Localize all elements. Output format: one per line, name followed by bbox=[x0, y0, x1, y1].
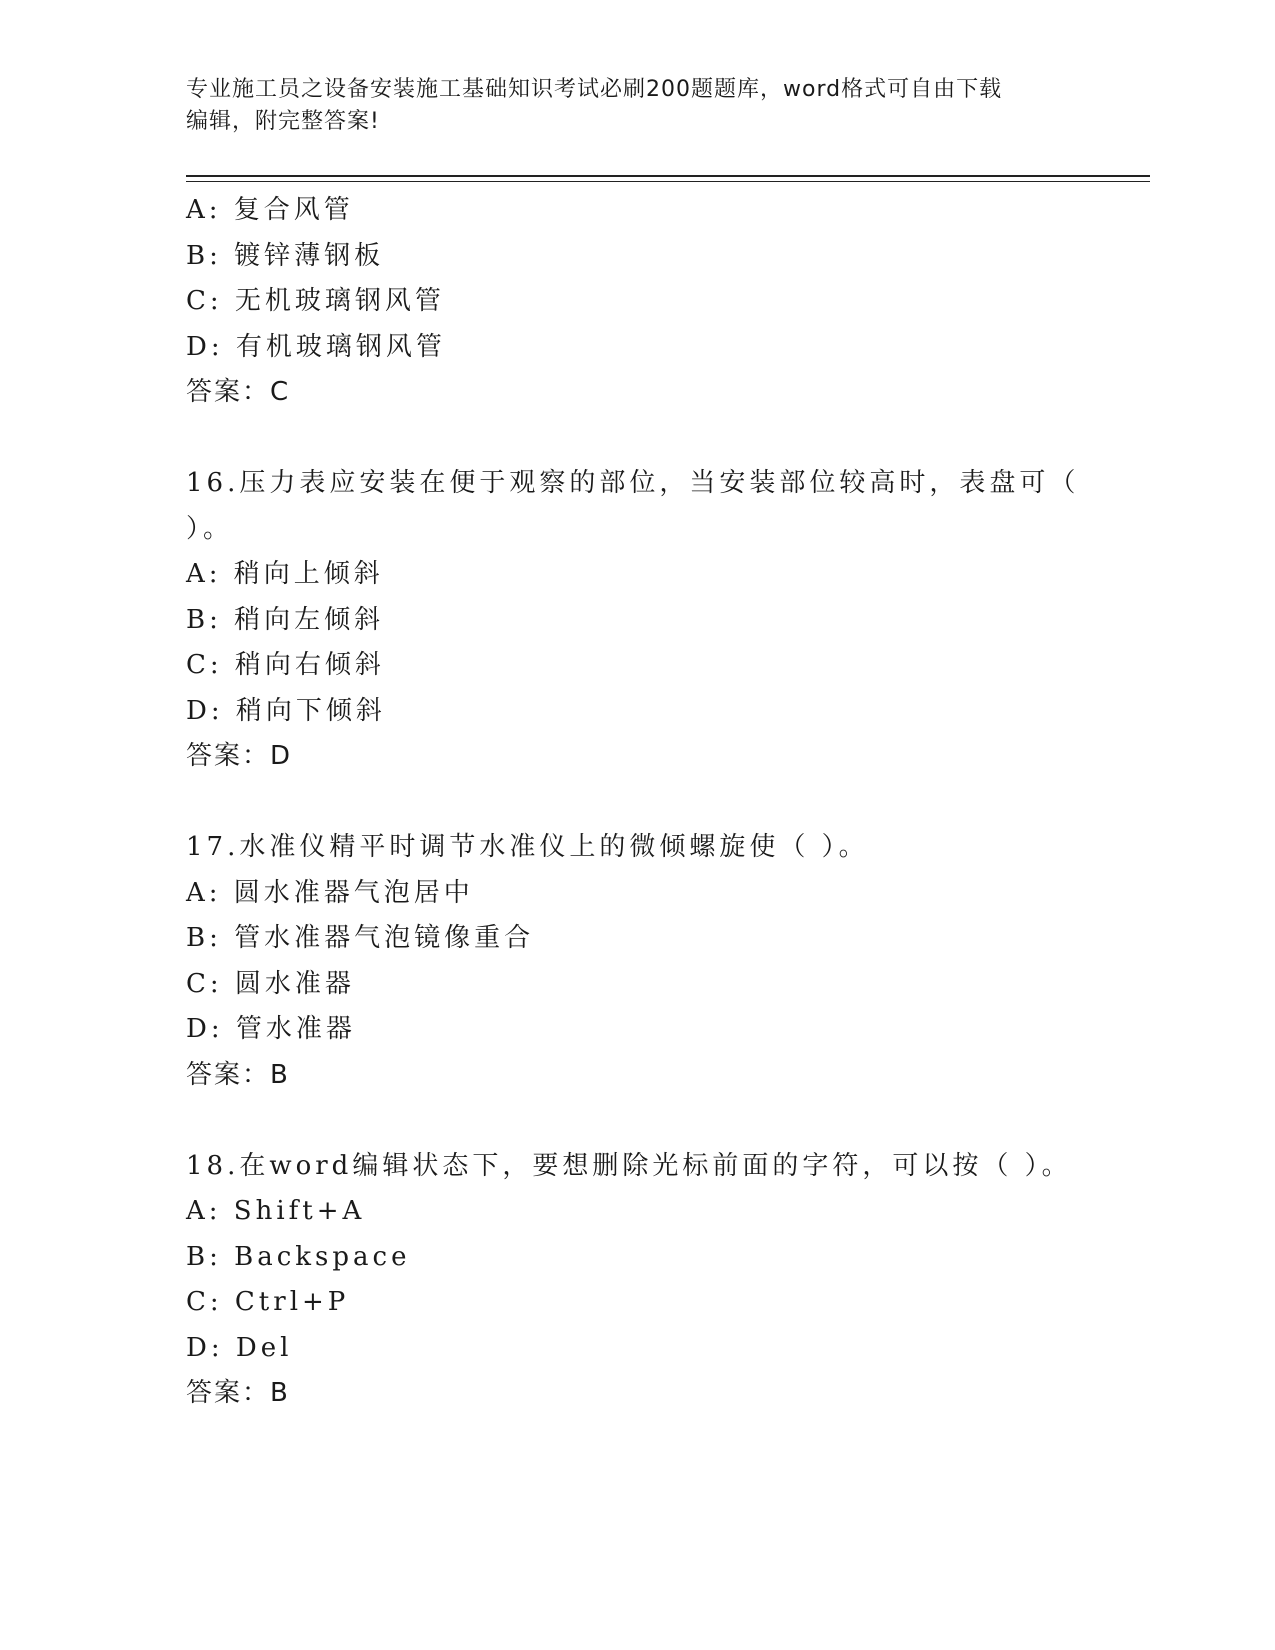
header-divider-thick bbox=[186, 175, 1150, 177]
option-d: D: 稍向下倾斜 bbox=[186, 695, 386, 726]
option-b: B: Backspace bbox=[186, 1241, 411, 1272]
option-d: D: 有机玻璃钢风管 bbox=[186, 331, 446, 362]
answer-line: 答案：B bbox=[186, 1059, 290, 1090]
question-18 bbox=[186, 1144, 1150, 1417]
question-stem-line-1: 17.水准仪精平时调节水准仪上的微倾螺旋使（ ）。 bbox=[186, 832, 869, 862]
option-c: C: 圆水准器 bbox=[186, 968, 355, 999]
option-a: A: Shift+A bbox=[186, 1196, 366, 1226]
option-d: D: 管水准器 bbox=[186, 1014, 356, 1044]
question-spacer bbox=[186, 416, 1150, 462]
question-spacer bbox=[186, 1098, 1150, 1144]
option-b: B: 稍向左倾斜 bbox=[186, 604, 385, 635]
header-divider-thin bbox=[186, 181, 1150, 182]
question-stem-line-1: 16.压力表应安装在便于观察的部位，当安装部位较高时，表盘可（ bbox=[186, 468, 1080, 498]
option-a: A: 稍向上倾斜 bbox=[186, 559, 384, 589]
option-c: C: 稍向右倾斜 bbox=[186, 650, 385, 680]
question-17 bbox=[186, 825, 1150, 1098]
option-c: C: 无机玻璃钢风管 bbox=[186, 286, 445, 316]
answer-line: 答案：D bbox=[186, 741, 293, 771]
document-header bbox=[186, 74, 1066, 138]
question-16 bbox=[186, 461, 1150, 780]
option-d: D: Del bbox=[186, 1332, 293, 1363]
question-stem-line-2: ）。 bbox=[186, 513, 234, 544]
option-a: A: 圆水准器气泡居中 bbox=[186, 877, 474, 908]
option-b: B: 镀锌薄钢板 bbox=[186, 240, 385, 271]
option-a: A: 复合风管 bbox=[186, 195, 354, 225]
question-spacer bbox=[186, 780, 1150, 826]
question-list bbox=[186, 188, 1150, 1417]
question-stem-line-1: 18.在word编辑状态下，要想删除光标前面的字符，可以按（ ）。 bbox=[186, 1150, 1072, 1181]
question-15 bbox=[186, 188, 1150, 416]
header-title-line-1: 专业施工员之设备安装施工基础知识考试必刷200题题库，word格式可自由下载 bbox=[186, 77, 1003, 102]
option-b: B: 管水准器气泡镜像重合 bbox=[186, 923, 535, 953]
option-c: C: Ctrl+P bbox=[186, 1287, 350, 1317]
header-title-line-2: 编辑，附完整答案! bbox=[186, 109, 380, 134]
answer-line: 答案：C bbox=[186, 377, 291, 407]
answer-line: 答案：B bbox=[186, 1378, 290, 1408]
